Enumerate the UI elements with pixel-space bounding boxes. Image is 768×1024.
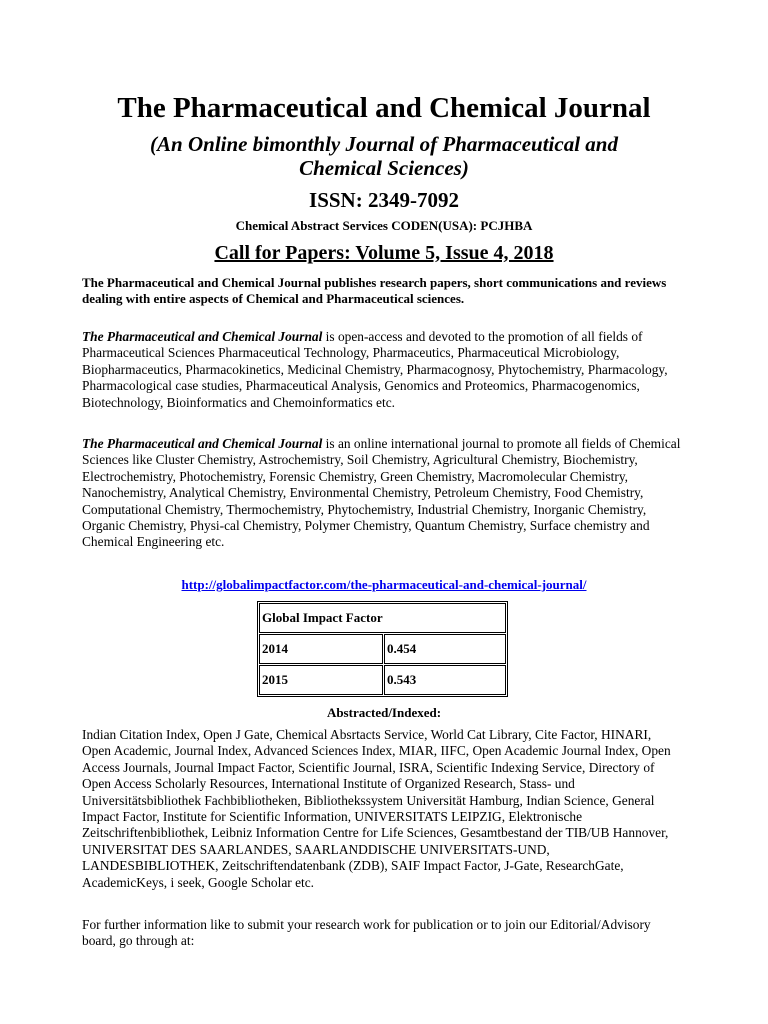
call-for-papers-heading: Call for Papers: Volume 5, Issue 4, 2018 [214,242,554,264]
impact-value-cell: 0.454 [384,634,506,664]
coden: Chemical Abstract Services CODEN(USA): PCJHBA [235,218,533,233]
chem-scope-text: is an online international journal to promote all fields of Chemical Sciences like Cluster Chemistry, Astrochemistry, Soil Chemistry, Agricultural Chemistry, Biochemistry, Electrochemistry, Photochemistry, Forensic Chemistry, Green Chemistry, Macromolecular Chemistry, Nanochemistry, Analytical Chemistry, Environmental Chemistry, Petroleum Chemistry, Food Chemistry, Computational Chemistry, Thermochemistry, Phytochemistry, Industrial Chemistry, Inorganic Chemistry, Organic Chemistry, Physi-cal Chemistry, Polymer Chemistry, Quantum Chemistry, Surface chemistry and Chemical Engineering etc. [82,436,681,550]
journal-name-emphasis: The Pharmaceutical and Chemical Journal [82,436,323,451]
impact-value-cell: 0.543 [384,665,506,695]
table-header-row [259,603,506,633]
table-header-cell: Global Impact Factor [259,603,506,633]
impact-factor-link[interactable]: http://globalimpactfactor.com/the-pharmaceutical-and-chemical-journal/ [181,577,587,592]
journal-title: The Pharmaceutical and Chemical Journal [117,92,651,124]
journal-name-emphasis: The Pharmaceutical and Chemical Journal [82,329,323,344]
chem-scope-paragraph [82,436,682,551]
intro-paragraph: The Pharmaceutical and Chemical Journal publishes research papers, short communications and reviews dealing with entire aspects of Chemical and Pharmaceutical sciences. [82,275,667,307]
further-info-paragraph: For further information like to submit your research work for publication or to join our Editorial/Advisory board, go through at: [82,917,651,949]
pharma-scope-paragraph [82,329,682,411]
table-row [259,634,506,664]
impact-factor-link-line [0,577,768,593]
issn: ISSN: 2349-7092 [309,188,459,212]
pharma-scope-text: is open-access and devoted to the promotion of all fields of Pharmaceutical Sciences Pharmaceutical Technology, Pharmaceutics, Pharmaceutical Microbiology, Biopharmaceutics, Pharmacokinetics, Medicinal Chemistry, Pharmacognosy, Phytochemistry, Pharmacology, Pharmacological case studies, Pharmaceutical Analysis, Genomics and Proteomics, Pharmacogenomics, Biotechnology, Bioinformatics and Chemoinformatics etc. [82,329,668,410]
impact-factor-table [257,601,508,697]
table-row [259,665,506,695]
year-cell: 2015 [259,665,383,695]
journal-subtitle: (An Online bimonthly Journal of Pharmaceutical and Chemical Sciences) [150,132,618,180]
indexed-list-paragraph: Indian Citation Index, Open J Gate, Chemical Absrtacts Service, World Cat Library, Cite Factor, HINARI, Open Academic, Journal Index, Advanced Sciences Index, MIAR, IIFC, Open Academic Journal Index, Open Access Journals, Journal Impact Factor, Scientific Journal, ISRA, Scientific Indexing Service, Directory of Open Access Scholarly Resources, International Institute of Organized Research, Stass- und Universitätsbibliothek Fachbibliotheken, Bibliothekssystem Universität Hamburg, Indian Science, General Impact Factor, Institute for Scientific Information, UNIVERSITATS LEIPZIG, Elektronische Zeitschriftenbibliothek, Leibniz Information Centre for Life Sciences, Gesamtbestand der TIB/UB Hannover, UNIVERSITAT DES SAARLANDES, SAARLANDDISCHE UNIVERSITATS-UND, LANDESBIBLIOTHEK, Zeitschriftendatenbank (ZDB), SAIF Impact Factor, J-Gate, ResearchGate, AcademicKeys, i seek, Google Scholar etc. [82,727,671,890]
abstracted-indexed-heading: Abstracted/Indexed: [326,705,442,720]
year-cell: 2014 [259,634,383,664]
